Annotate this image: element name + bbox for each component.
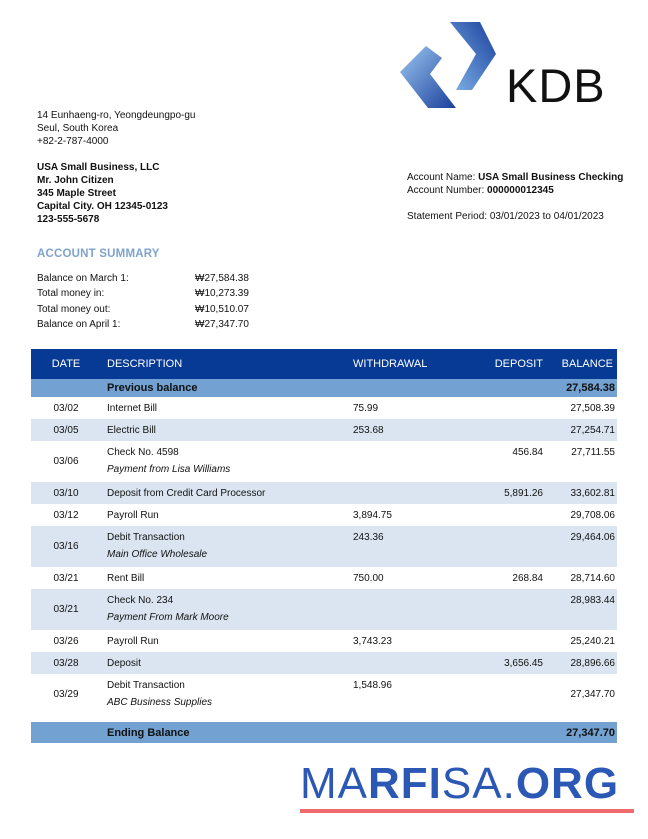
row-date: 03/12	[53, 509, 79, 521]
col-description: DESCRIPTION	[107, 358, 183, 370]
row-description: Rent Bill	[107, 572, 145, 584]
customer-company: USA Small Business, LLC	[37, 162, 160, 173]
customer-city: Capital City. OH 12345-0123	[37, 201, 168, 212]
row-withdrawal: 75.99	[353, 402, 379, 414]
table-row	[31, 397, 617, 419]
account-number	[407, 184, 623, 197]
row-balance: 33,602.81	[570, 487, 615, 499]
row-withdrawal: 3,743.23	[353, 635, 392, 647]
row-description: Debit Transaction	[107, 680, 185, 691]
previous-balance-value: 27,584.38	[566, 382, 615, 394]
row-description: Internet Bill	[107, 402, 158, 414]
row-description: Payroll Run	[107, 635, 159, 647]
bank-address	[37, 109, 195, 148]
bank-address-line: 14 Eunhaeng-ro, Yeongdeungpo-gu	[37, 110, 196, 121]
row-deposit: 456.84	[512, 447, 543, 458]
col-deposit: DEPOSIT	[494, 358, 543, 370]
account-summary-title: ACCOUNT SUMMARY	[37, 248, 160, 260]
row-memo: Payment From Mark Moore	[107, 612, 229, 623]
row-balance: 27,347.70	[570, 689, 615, 700]
summary-row	[37, 288, 275, 303]
account-name-label: Account Name:	[407, 172, 479, 183]
row-memo: ABC Business Supplies	[107, 697, 213, 708]
summary-label: Total money out:	[37, 303, 111, 315]
row-description: Debit Transaction	[107, 532, 185, 543]
watermark-underline	[300, 809, 634, 813]
row-date: 03/10	[53, 487, 79, 499]
table-row	[31, 652, 617, 674]
kdb-wordmark: KDB	[506, 59, 606, 112]
ending-balance-value: 27,347.70	[566, 726, 615, 739]
table-row	[31, 526, 617, 567]
row-date: 03/28	[53, 657, 79, 669]
row-deposit: 5,891.26	[504, 487, 543, 499]
row-date: 03/26	[53, 635, 79, 647]
account-summary	[37, 273, 275, 334]
account-info	[407, 171, 623, 197]
table-row	[31, 441, 617, 482]
row-date: 03/21	[53, 604, 79, 615]
statement-period: Statement Period: 03/01/2023 to 04/01/2023	[407, 211, 604, 222]
row-date: 03/21	[53, 572, 79, 584]
watermark-part: SA.	[441, 759, 516, 808]
customer-phone: 123-555-5678	[37, 214, 100, 225]
col-date: DATE	[51, 358, 81, 370]
summary-label: Balance on March 1:	[37, 273, 129, 284]
row-balance: 25,240.21	[570, 635, 615, 647]
col-withdrawal: WITHDRAWAL	[353, 358, 428, 370]
summary-label: Total money in:	[37, 288, 105, 300]
row-withdrawal: 243.36	[353, 532, 384, 543]
row-deposit: 3,656.45	[504, 657, 543, 669]
row-balance: 29,464.06	[570, 532, 615, 543]
watermark-part: RFI	[368, 759, 442, 808]
row-description: Check No. 234	[107, 595, 174, 606]
row-withdrawal	[347, 589, 457, 595]
row-description: Deposit	[107, 657, 141, 669]
row-deposit	[457, 526, 543, 532]
row-withdrawal: 253.68	[353, 424, 384, 436]
watermark-part: MA	[300, 759, 368, 808]
row-description: Electric Bill	[107, 424, 156, 436]
row-withdrawal: 3,894.75	[353, 509, 392, 521]
customer-address	[37, 161, 168, 226]
summary-label: Balance on April 1:	[37, 318, 121, 330]
table-row	[31, 589, 617, 630]
table-row	[31, 674, 617, 715]
table-row	[31, 504, 617, 526]
account-number-value: 000000012345	[487, 185, 554, 196]
row-withdrawal: 1,548.96	[353, 680, 392, 691]
table-row	[31, 419, 617, 441]
summary-row	[37, 304, 275, 319]
table-header	[31, 349, 617, 379]
row-deposit	[457, 589, 543, 595]
row-balance: 28,983.44	[570, 595, 615, 606]
previous-balance-label: Previous balance	[107, 382, 198, 394]
transactions-table	[31, 349, 617, 743]
row-description: Deposit from Credit Card Processor	[107, 487, 266, 499]
kdb-ribbon-icon	[398, 20, 498, 115]
row-balance: 27,254.71	[570, 424, 615, 436]
row-date: 03/16	[53, 541, 79, 552]
ending-balance-label: Ending Balance	[107, 726, 190, 739]
row-balance: 29,708.06	[570, 509, 615, 521]
account-name-value: USA Small Business Checking	[478, 172, 624, 183]
row-balance: 28,896.66	[570, 657, 615, 669]
row-deposit: 268.84	[512, 572, 543, 584]
watermark-part: ORG	[515, 759, 620, 808]
summary-row	[37, 273, 275, 288]
bank-phone: +82-2-787-4000	[37, 136, 109, 147]
table-row	[31, 630, 617, 652]
table-row	[31, 567, 617, 589]
row-date: 03/02	[53, 402, 79, 414]
previous-balance-row	[31, 379, 617, 397]
summary-value: ₩10,510.07	[195, 303, 249, 315]
account-name	[407, 171, 623, 184]
summary-value: ₩10,273.39	[195, 288, 249, 300]
customer-street: 345 Maple Street	[37, 188, 116, 199]
row-description: Payroll Run	[107, 509, 159, 521]
summary-value: ₩27,584.38	[195, 273, 249, 284]
summary-value: ₩27,347.70	[195, 318, 249, 330]
account-number-label: Account Number:	[407, 185, 488, 196]
row-date: 03/06	[53, 456, 79, 467]
row-date: 03/29	[53, 689, 79, 700]
ending-balance-row	[31, 722, 617, 743]
row-memo: Payment from Lisa Williams	[107, 464, 231, 475]
row-deposit	[457, 674, 543, 680]
row-balance: 28,714.60	[570, 572, 615, 584]
row-balance: 27,711.55	[571, 447, 615, 458]
marfisa-watermark	[300, 759, 636, 813]
row-description: Check No. 4598	[107, 447, 179, 458]
row-withdrawal: 750.00	[353, 572, 384, 584]
summary-row	[37, 319, 275, 334]
customer-name: Mr. John Citizen	[37, 175, 114, 186]
row-date: 03/05	[53, 424, 79, 436]
col-balance: BALANCE	[561, 358, 613, 370]
row-withdrawal	[347, 441, 457, 447]
row-memo: Main Office Wholesale	[107, 549, 208, 560]
row-balance: 27,508.39	[570, 402, 615, 414]
bank-address-line: Seul, South Korea	[37, 123, 119, 134]
kdb-logo	[398, 20, 618, 115]
table-row	[31, 482, 617, 504]
